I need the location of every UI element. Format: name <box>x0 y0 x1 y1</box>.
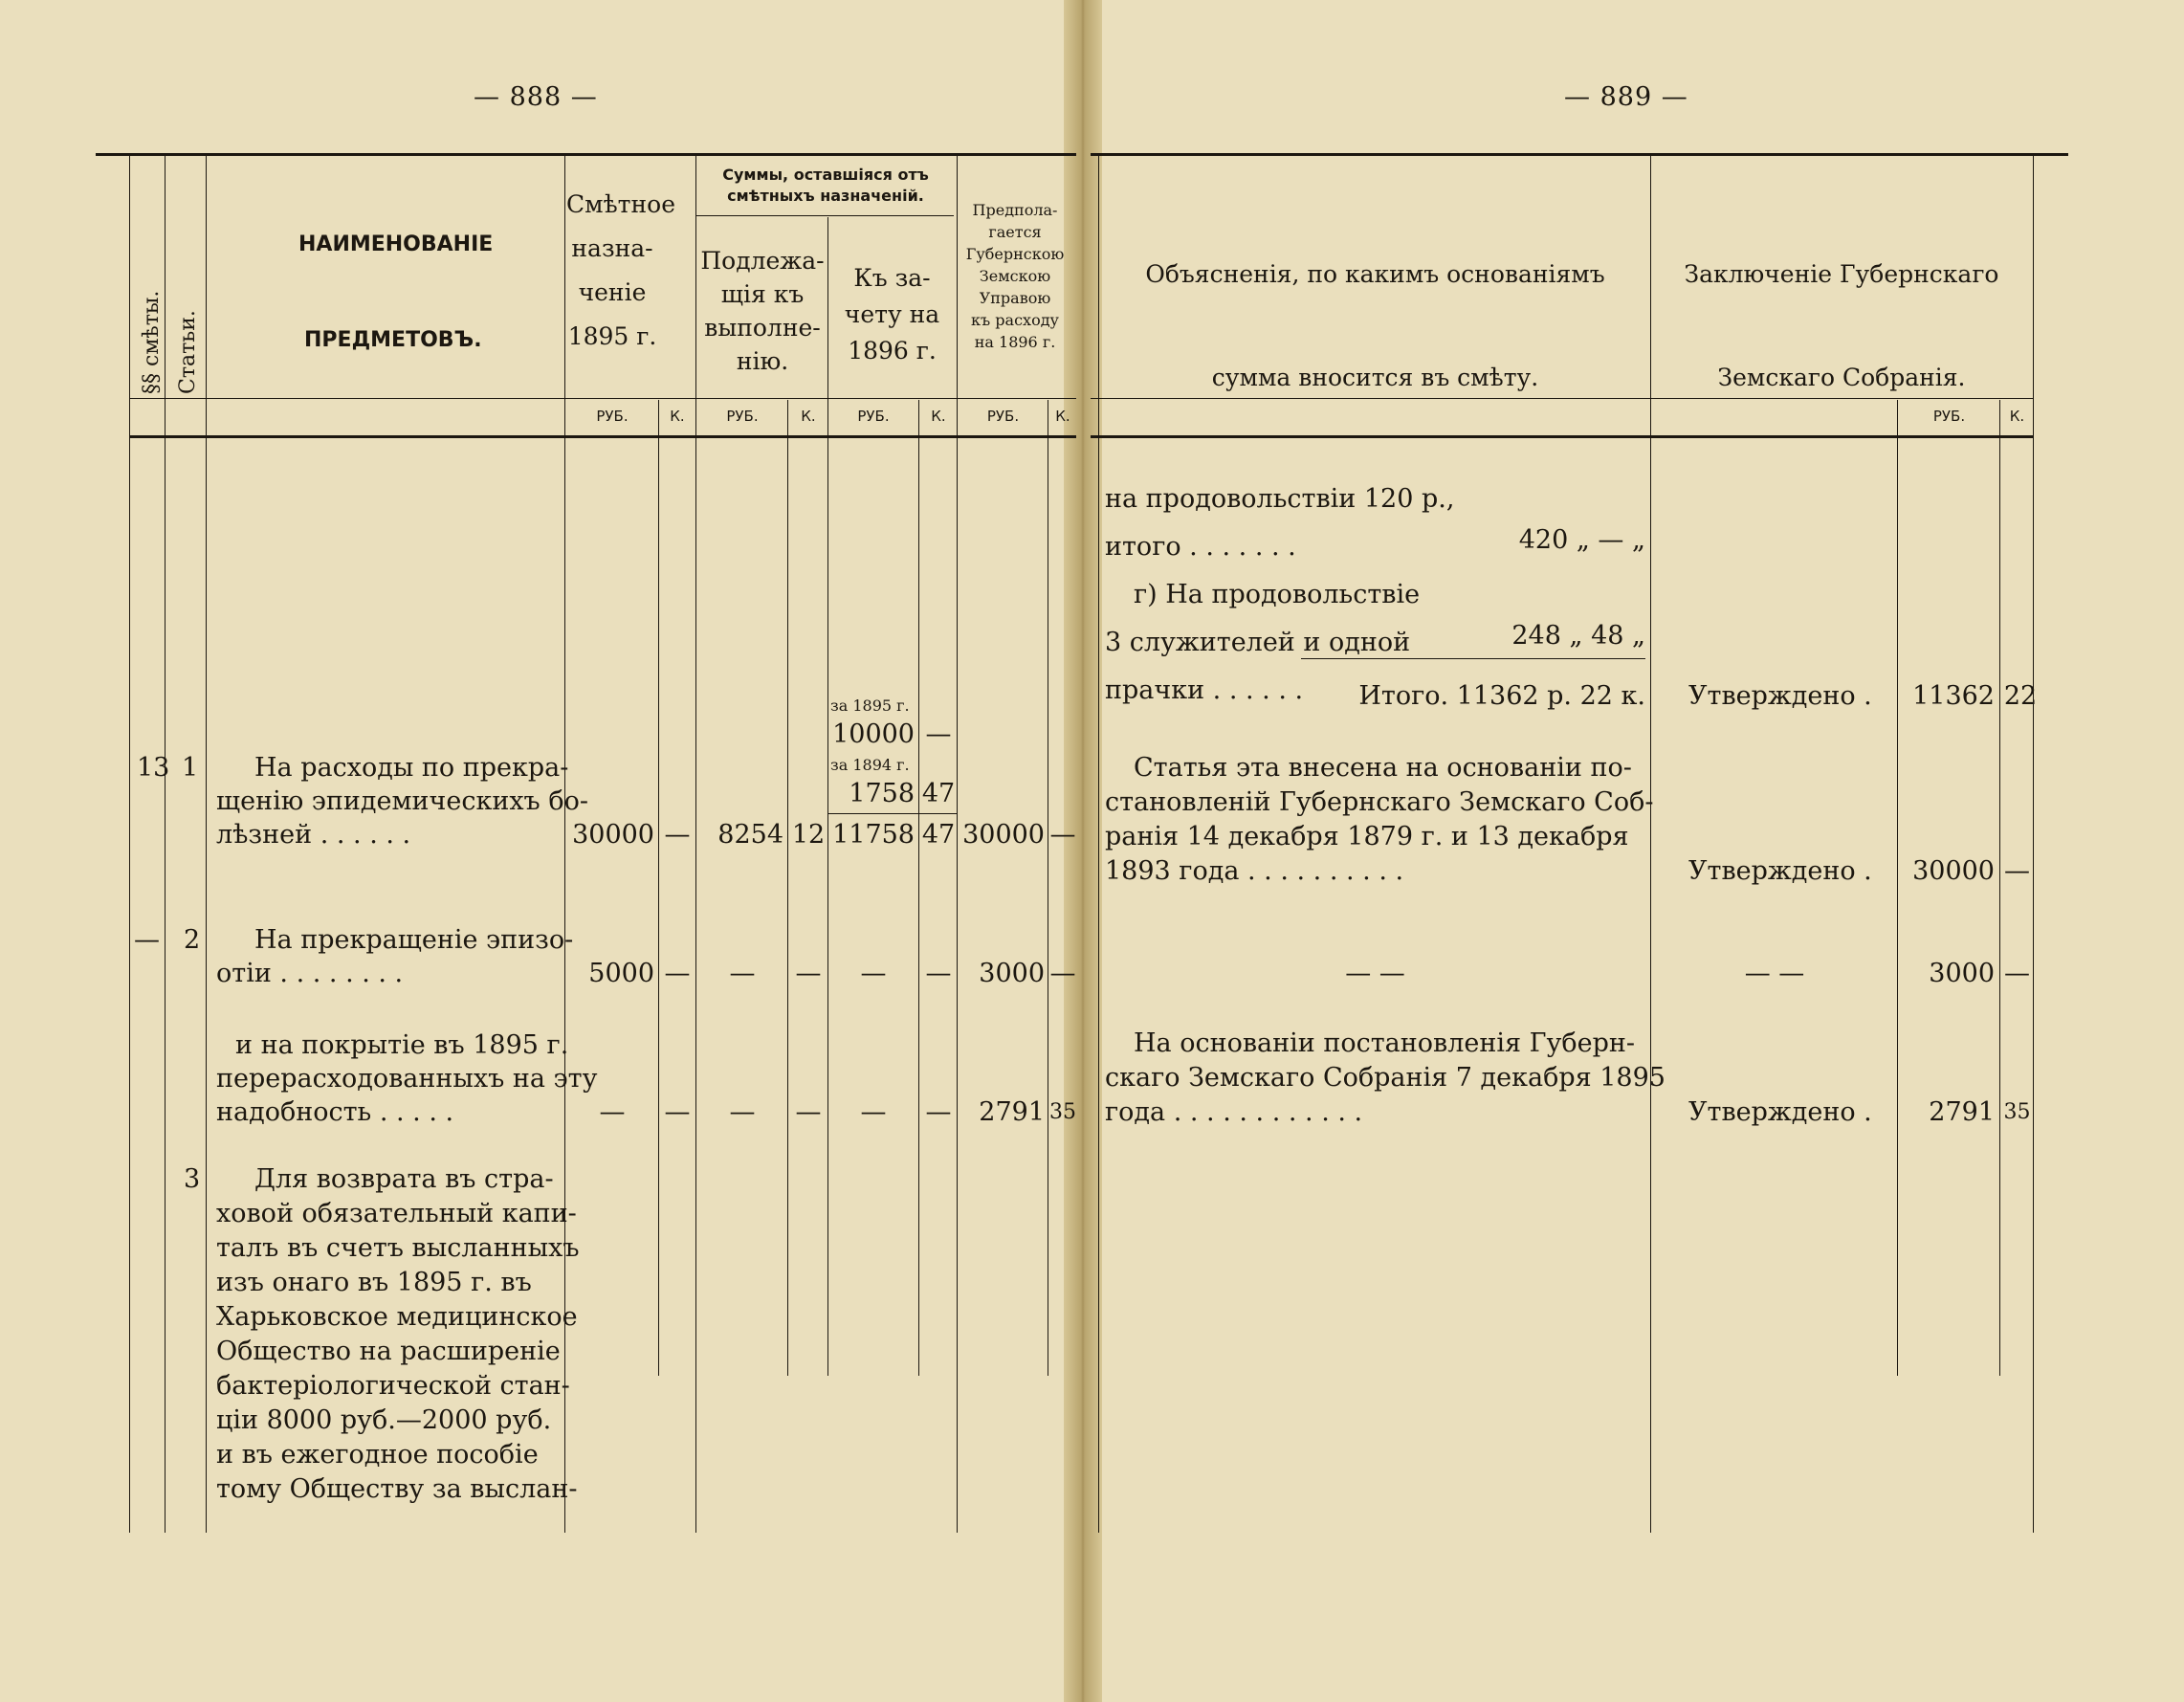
row1-kop: — <box>2004 856 2030 886</box>
header-conclusion: Заключеніе Губернскаго Земскаго Собранія. <box>1684 260 1999 391</box>
row2-rub: 3000 <box>1929 959 1995 988</box>
row3-budget-rub: — <box>599 1097 626 1127</box>
row2-kop: — <box>2004 959 2030 988</box>
row2-credit-kop: — <box>925 959 952 988</box>
remaining-subrule <box>695 215 954 216</box>
col-line <box>129 155 130 1533</box>
row2-exec-kop: — <box>795 959 822 988</box>
row1-credit-rub: 11758 <box>832 820 915 850</box>
unit-rub: РУБ. <box>1932 408 1966 425</box>
col-line <box>206 155 207 1533</box>
unit-kop: К. <box>2009 408 2025 425</box>
header-articles: Статьи. <box>176 310 200 394</box>
row2-explain: — — <box>1345 959 1405 988</box>
col-line <box>1897 400 1898 1376</box>
header-to-credit: Къ за- чету на 1896 г. <box>844 264 940 365</box>
col-line <box>787 400 788 1376</box>
row1-article: 1 <box>182 753 199 783</box>
units-rule-left <box>129 398 1076 399</box>
row3-rub: 2791 <box>1929 1097 1995 1127</box>
row3-budget-kop: — <box>664 1097 691 1127</box>
col-line <box>658 400 659 1376</box>
header-bottom-rule-right <box>1091 435 2033 438</box>
row2-exec-rub: — <box>729 959 756 988</box>
col-line <box>1098 155 1099 1533</box>
unit-rub: РУБ. <box>857 408 890 425</box>
unit-rub: РУБ. <box>726 408 759 425</box>
row1-credit-note-1-rub: 10000 <box>832 719 915 749</box>
header-bottom-rule-left <box>129 435 1076 438</box>
unit-kop: К. <box>801 408 816 425</box>
row1-budget-kop: — <box>664 820 691 850</box>
row3-credit-kop: — <box>925 1097 952 1127</box>
total-conclusion: Утверждено . <box>1688 681 1872 711</box>
row3-exec-kop: — <box>795 1097 822 1127</box>
row3-proposed-kop: 35 <box>1049 1100 1076 1124</box>
row2-credit-rub: — <box>860 959 887 988</box>
row1-exec-kop: 12 <box>791 820 826 850</box>
unit-rub: РУБ. <box>986 408 1020 425</box>
row2-section: — <box>134 925 160 955</box>
row1-credit-note-2-rub: 1758 <box>849 779 915 808</box>
row3-kop: 35 <box>2003 1100 2031 1124</box>
row2-proposed-rub: 3000 <box>979 959 1045 988</box>
carry-lines: на продовольствіи 120 р., итого . . . . . . . г) На продовольствіе 3 служителей и одной прачки . . . . . . <box>1105 484 1455 705</box>
table-top-rule-right <box>1091 153 2068 156</box>
carry-amount-2: 248 „ 48 „ <box>1511 621 1645 651</box>
row2-budget-kop: — <box>664 959 691 988</box>
row1-name: На расходы по прекра- щенію эпидемическихъ бо- лѣзней . . . . . . <box>216 753 588 850</box>
header-name-2: ПРЕДМЕТОВЪ. <box>304 328 482 352</box>
row1-proposed-rub: 30000 <box>962 820 1045 850</box>
col-line <box>695 155 696 1533</box>
row3-proposed-rub: 2791 <box>979 1097 1045 1127</box>
total-kop: 22 <box>2003 681 2038 711</box>
row2-article: 2 <box>184 925 201 955</box>
header-explain: Объясненія, по какимъ основаніямъ сумма вносится въ смѣту. <box>1145 260 1605 391</box>
row1-proposed-kop: — <box>1049 820 1076 850</box>
header-sections: §§ смѣты. <box>140 290 164 394</box>
row1-credit-note-1: за 1895 г. <box>830 696 910 715</box>
table-top-rule-left <box>96 153 1076 156</box>
credit-sum-rule <box>828 813 957 814</box>
header-name-1: НАИМЕНОВАНІЕ <box>298 232 494 256</box>
carry-amount-1: 420 „ — „ <box>1518 525 1645 555</box>
row1-explain: Статья эта внесена на основаніи по- становленій Губернскаго Земскаго Соб- ранія 14 декабря 1879 г. и 13 декабря 1893 года . . . . . . . . . . <box>1105 753 1654 886</box>
page-number-left: — 888 — <box>474 82 598 112</box>
col-line <box>1999 400 2000 1376</box>
row3-exec-rub: — <box>729 1097 756 1127</box>
row3-credit-rub: — <box>860 1097 887 1127</box>
unit-rub: РУБ. <box>596 408 629 425</box>
header-to-execute: Подлежа- щія къ выполне- нію. <box>700 247 825 375</box>
row3-conclusion: Утверждено . <box>1688 1097 1872 1127</box>
row1-section: 13 <box>137 753 170 783</box>
row1-credit-kop: 47 <box>921 820 956 850</box>
row4-article: 3 <box>184 1164 201 1194</box>
row1-credit-note-1-kop: — <box>925 719 952 749</box>
row1-credit-note-2: за 1894 г. <box>830 756 910 774</box>
row2-conclusion: — — <box>1744 959 1805 988</box>
unit-kop: К. <box>670 408 685 425</box>
row2-proposed-kop: — <box>1049 959 1076 988</box>
total-rub: 11362 <box>1912 681 1995 711</box>
row4-name: Для возврата въ стра- ховой обязательный капи- талъ въ счетъ высланныхъ изъ онаго въ 1895 г. въ Харьковское медицинское Общество на расширеніе бактеріологической стан- ціи 8000 руб.—2000 руб. и въ ежегодное пособіе тому Обществу за выслан- <box>216 1164 580 1504</box>
header-budget: Смѣтное назна- ченіе 1895 г. <box>566 190 675 350</box>
carry-total-rule <box>1301 658 1645 659</box>
row1-exec-rub: 8254 <box>717 820 783 850</box>
row1-budget-rub: 30000 <box>572 820 654 850</box>
total-line: Итого. 11362 р. 22 к. <box>1358 681 1645 711</box>
row3-name: и на покрытіе въ 1895 г. перерасходованныхъ на эту надобность . . . . . <box>216 1030 598 1127</box>
row3-explain: На основаніи постановленія Губерн- скаго Земскаго Собранія 7 декабря 1895 года . . . . . . . . . . . . <box>1105 1028 1666 1127</box>
col-line <box>957 155 958 1533</box>
unit-kop: К. <box>1055 408 1070 425</box>
row1-conclusion: Утверждено . <box>1688 856 1872 886</box>
row2-name: На прекращеніе эпизо- отіи . . . . . . . . <box>216 925 574 988</box>
row1-credit-note-2-kop: 47 <box>921 779 956 808</box>
unit-kop: К. <box>931 408 946 425</box>
col-line <box>918 400 919 1376</box>
header-remaining: Суммы, оставшіяся отъ смѣтныхъ назначеній. <box>722 166 929 205</box>
col-line <box>2033 155 2034 1533</box>
row2-budget-rub: 5000 <box>588 959 654 988</box>
page-number-right: — 889 — <box>1564 82 1688 112</box>
header-proposed: Предпола- гается Губернскою Земскою Управою къ расходу на 1896 г. <box>965 201 1065 351</box>
row1-rub: 30000 <box>1912 856 1995 886</box>
